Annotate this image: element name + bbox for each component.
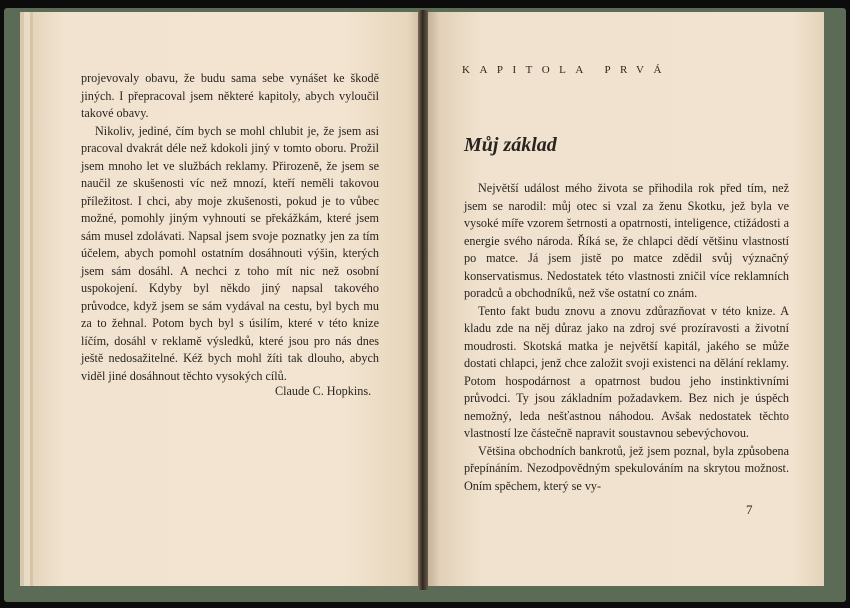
author-signature: Claude C. Hopkins. xyxy=(275,384,372,398)
paragraph: Nikoliv, jediné, čím bych se mohl chlubit je, že jsem asi pracoval dvakrát déle než kdokoli jiný v tomto oboru. Prožil jsem mnoho let ve službách reklamy. Přirozeně, že jsem se naučil ze skušenosti víc než mnozí, kteří neměli takovou příležitost. I chci, aby moje zkušenosti, pokud je to vůbec možné, pomohly jiným vyhnouti se překážkám, které jsem sám musel zdolávati. Napsal jsem svoje poznatky jen za tím účelem, abych pomohl ostatním dosáhnouti výšin, kterých jsem sám dosáhl. A nechci z toho mít nic než osobní uspokojení. Kdyby byl někdo jiný napsal takového průvodce, když jsem se sám vydával na cestu, byl bych mu za to žehnal. Potom bych byl s úsilím, které v této knize líčím, dosáhl v reklamě výsledků, které jsou pro nás dnes ještě nedosažitelné. Kéž bych mohl žíti tak dlouho, abych viděl jiné dosáhnout těchto vysokých cílů. xyxy=(81,123,379,383)
left-page xyxy=(30,12,423,586)
paragraph: Největší událost mého života se přihodila rok před tím, než jsem se narodil: můj otec si vzal za ženu Skotku, jež byla ve vysoké míře vzorem šetrnosti a opatrnosti, inteligence, ctižádosti a energie svého národa. Říká se, že chlapci dědí většinu vlastností po matce. Já jsem jistě po matce zdědil svůj význačný konservatismus. Nedostatek této vlastnosti zničil více reklamních poradců a obchodníků, než vše ostatní co znám. xyxy=(464,181,789,300)
page-number: 7 xyxy=(746,502,753,517)
paragraph: projevovaly obavu, že budu sama sebe vynášet ke škodě jiných. I přepracoval jsem některé kapitoly, abych vyloučil takové obavy. xyxy=(81,71,379,120)
right-page-text xyxy=(464,180,789,495)
paragraph: Tento fakt budu znovu a znovu zdůrazňovat v této knize. A kladu zde na něj důraz jako na zdroj své prozíravosti a životní moudrosti. Skotská matka je největší kapitál, jakého se může dostati chlapci, jenž chce založit svoji existenci na dělání reklamy. Potom hospodárnost a opatrnost budou jeho instinktivními průvodci. Ty jsou základním požadavkem. Bez nich je úspěch nemožný, leda nešťastnou náhodou. Avšak nedostatek těchto vlastností lze částečně napravit soustavnou sebevýchovou. xyxy=(464,303,789,440)
paragraph: Většina obchodních bankrotů, jež jsem poznal, byla způsobena přepínáním. Nezodpovědným spekulováním na skrytou možnost. Oním spěchem, který se vy- xyxy=(464,443,789,493)
left-page-text xyxy=(81,70,379,385)
chapter-title: Můj základ xyxy=(464,134,557,156)
book-gutter xyxy=(418,10,428,590)
right-page xyxy=(424,12,824,586)
chapter-label: KAPITOLA PRVÁ xyxy=(462,64,671,76)
